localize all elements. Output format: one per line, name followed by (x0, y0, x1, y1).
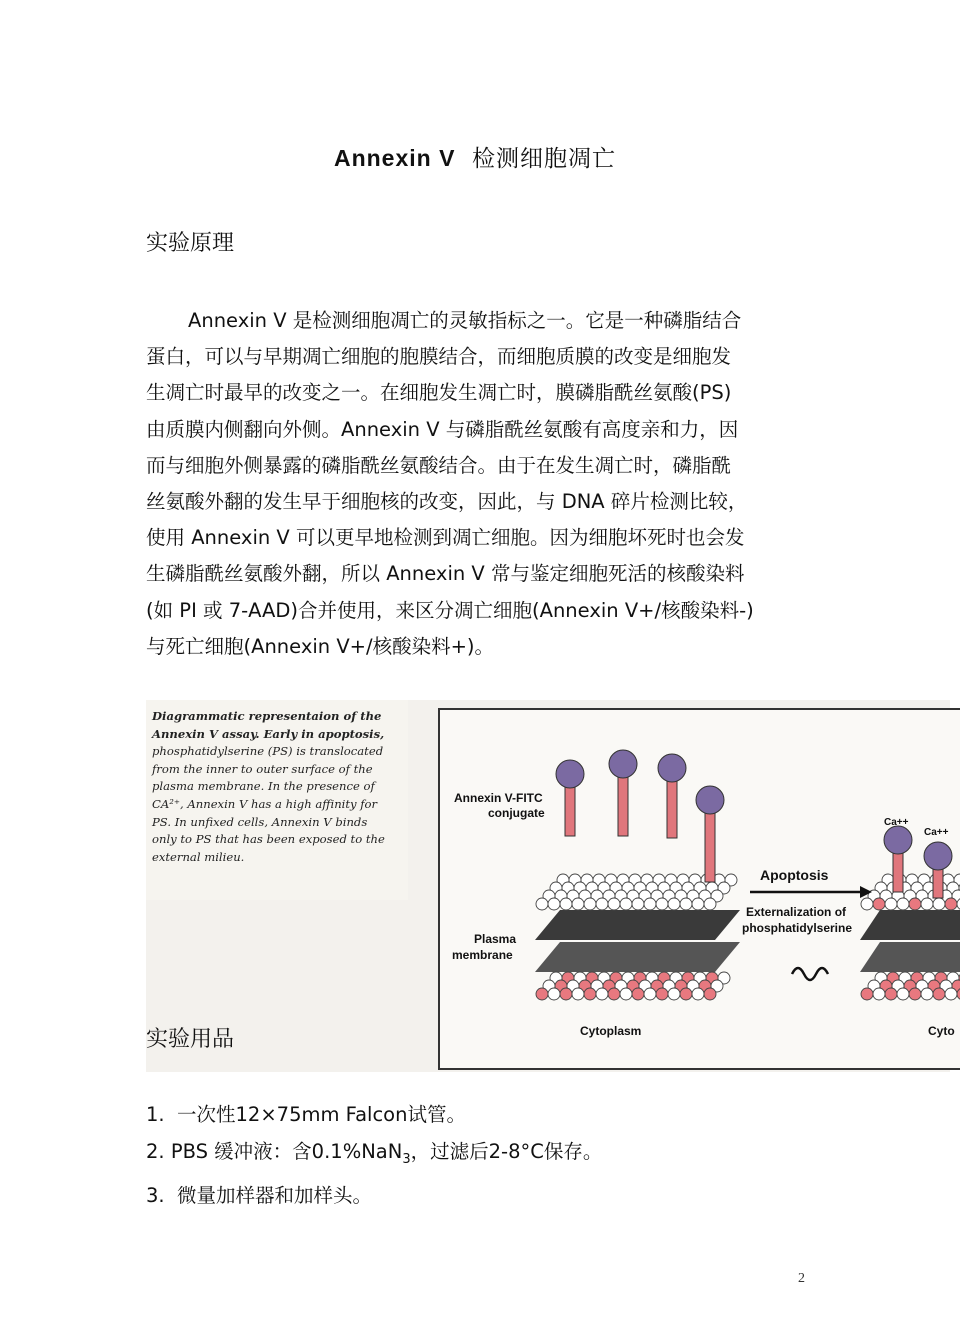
lipid-head (644, 898, 656, 910)
principle-paragraph (146, 303, 806, 665)
lipid-head-ps (608, 988, 620, 1000)
lipid-tails-band (860, 910, 960, 940)
section-heading-materials: 实验用品 (146, 1027, 235, 1052)
paragraph-line: Annexin V 是检测细胞凋亡的灵敏指标之一。它是一种磷脂结合 (188, 309, 742, 332)
lipid-head (945, 988, 957, 1000)
paragraph-line: 而与细胞外侧暴露的磷脂酰丝氨酸结合。由于在发生凋亡时，磷脂酰 (146, 453, 732, 477)
lipid-head (680, 898, 692, 910)
membrane-diagram (438, 708, 960, 1070)
list-item-number: 2. (146, 1139, 165, 1163)
lipid-head (584, 898, 596, 910)
paragraph-line: 丝氨酸外翻的发生早于细胞核的改变，因此，与 DNA 碎片检测比较， (146, 490, 748, 514)
figure-caption-box (146, 700, 408, 900)
subscript: 3 (402, 1151, 411, 1167)
lipid-head (536, 898, 548, 910)
caption-line: from the inner to outer surface of the (152, 761, 373, 776)
lipid-head (933, 898, 945, 910)
lipid-tails-band (535, 942, 740, 972)
lipid-head (897, 988, 909, 1000)
lipid-head (897, 898, 909, 910)
annexin-molecule (696, 786, 724, 882)
lipid-head-ps (560, 988, 572, 1000)
caption-line: Annexin V assay. Early in apoptosis, (152, 726, 385, 741)
lipid-head (873, 988, 885, 1000)
paragraph-line: 生凋亡时最早的改变之一。在细胞发生凋亡时，膜磷脂酰丝氨酸(PS) (146, 381, 732, 405)
list-item-number: 1. (146, 1103, 165, 1126)
annexin-head (609, 750, 637, 778)
lipid-head (921, 988, 933, 1000)
annexin-stalk (618, 776, 628, 836)
lipid-head (620, 898, 632, 910)
lipid-head (704, 898, 716, 910)
label-cytoplasm-right: Cyto (928, 1024, 955, 1038)
lipid-head (861, 898, 873, 910)
caption-line: external milieu. (152, 849, 245, 864)
label-calcium-2: Ca++ (924, 827, 949, 838)
figure-caption (152, 708, 404, 866)
page-title (0, 140, 950, 173)
lipid-head-ps (909, 898, 921, 910)
lipid-head-ps (873, 898, 885, 910)
materials-list (146, 1097, 602, 1215)
label-plasma-1: Plasma (474, 932, 517, 946)
annexin-stalk (667, 780, 677, 838)
caption-line: phosphatidylserine (PS) is translocated (152, 744, 384, 759)
lipid-head-ps (656, 988, 668, 1000)
label-annexin-conjugate-2: conjugate (488, 806, 545, 820)
lipid-head (572, 988, 584, 1000)
label-externalization-1: Externalization of (746, 905, 847, 919)
lipid-head (572, 898, 584, 910)
list-item-text: 微量加样器和加样头。 (177, 1184, 373, 1208)
paragraph-line: 由质膜内侧翻向外侧。Annexin V 与磷脂酰丝氨酸有高度亲和力，因 (146, 417, 739, 441)
annexin-head (658, 754, 686, 782)
lipid-head (692, 898, 704, 910)
label-annexin-conjugate-1: Annexin V-FITC (454, 791, 543, 805)
lipid-head (620, 988, 632, 1000)
membrane-diagram-svg (440, 710, 960, 1068)
annexin-head (556, 760, 584, 788)
lipid-head (548, 898, 560, 910)
caption-line: only to PS that has been exposed to the (152, 832, 385, 847)
annexin-head (696, 786, 724, 814)
list-item-text: PBS 缓冲液：含0.1%NaN (170, 1139, 403, 1163)
label-calcium-1: Ca++ (884, 817, 909, 828)
lipid-head-ps (885, 988, 897, 1000)
lipid-head (692, 988, 704, 1000)
lipid-head-ps (584, 988, 596, 1000)
label-cytoplasm-left: Cytoplasm (580, 1024, 642, 1038)
lipid-bilayer (535, 874, 960, 1000)
caption-line: plasma membrane. In the presence of (152, 779, 375, 794)
paragraph-line: 使用 Annexin V 可以更早地检测到凋亡细胞。因为细胞坏死时也会发 (146, 526, 745, 550)
annexin-molecule (556, 760, 584, 836)
annexin-molecule (609, 750, 637, 836)
lipid-tails-band (535, 910, 740, 940)
lipid-head (885, 898, 897, 910)
annexin-head (924, 842, 952, 870)
section-heading-principle: 实验原理 (146, 231, 235, 256)
lipid-head-ps (909, 988, 921, 1000)
list-item-text: ，过滤后2-8°C保存。 (410, 1139, 603, 1163)
lipid-head-ps (945, 898, 957, 910)
lipid-head-ps (933, 988, 945, 1000)
list-item (146, 1134, 602, 1178)
annexin-stalk (893, 852, 903, 892)
lipid-head-ps (632, 988, 644, 1000)
paragraph-line: (如 PI 或 7-AAD)合并使用，来区分凋亡细胞(Annexin V+/核酸染料-) (146, 598, 754, 622)
lipid-head-ps (861, 988, 873, 1000)
caption-line: CA²⁺, Annexin V has a high affinity for (152, 796, 378, 811)
annexin-stalk (565, 786, 575, 836)
paragraph-line: 蛋白，可以与早期凋亡细胞的胞膜结合，而细胞质膜的改变是细胞发 (146, 345, 732, 369)
title-cjk: 检测细胞凋亡 (472, 146, 617, 172)
paragraph-line: 与死亡细胞(Annexin V+/核酸染料+)。 (146, 634, 495, 658)
annexin-assay-figure (146, 700, 955, 1072)
title-latin: Annexin V (333, 145, 456, 171)
lipid-head (644, 988, 656, 1000)
caption-line: Diagrammatic representaion of the (152, 709, 382, 723)
lipid-head (668, 988, 680, 1000)
lipid-head (668, 898, 680, 910)
lipid-head (656, 898, 668, 910)
lipid-head (921, 898, 933, 910)
lipid-head-ps (536, 988, 548, 1000)
lipid-head-ps (704, 988, 716, 1000)
annexin-stalk (705, 812, 715, 882)
label-externalization-2: phosphatidylserine (742, 921, 853, 935)
label-apoptosis: Apoptosis (760, 867, 829, 883)
lipid-head (632, 898, 644, 910)
lipid-head-ps (680, 988, 692, 1000)
lipid-head (548, 988, 560, 1000)
lipid-head (608, 898, 620, 910)
list-item (146, 1178, 602, 1215)
lipid-head (596, 898, 608, 910)
label-plasma-2: membrane (452, 948, 513, 962)
lipid-head (596, 988, 608, 1000)
annexin-molecule (658, 754, 686, 838)
annexin-stalk (933, 868, 943, 898)
list-item-text: 一次性12×75mm Falcon试管。 (177, 1103, 466, 1126)
flip-squiggle (792, 968, 828, 980)
caption-line: PS. In unfixed cells, Annexin V binds (152, 814, 368, 829)
lipid-tails-band (860, 942, 960, 972)
lipid-head (560, 898, 572, 910)
annexin-head (884, 826, 912, 854)
list-item (146, 1097, 602, 1134)
list-item-number: 3. (146, 1184, 165, 1208)
page-number: 2 (798, 1271, 805, 1286)
paragraph-line: 生磷脂酰丝氨酸外翻，所以 Annexin V 常与鉴定细胞死活的核酸染料 (146, 562, 745, 586)
